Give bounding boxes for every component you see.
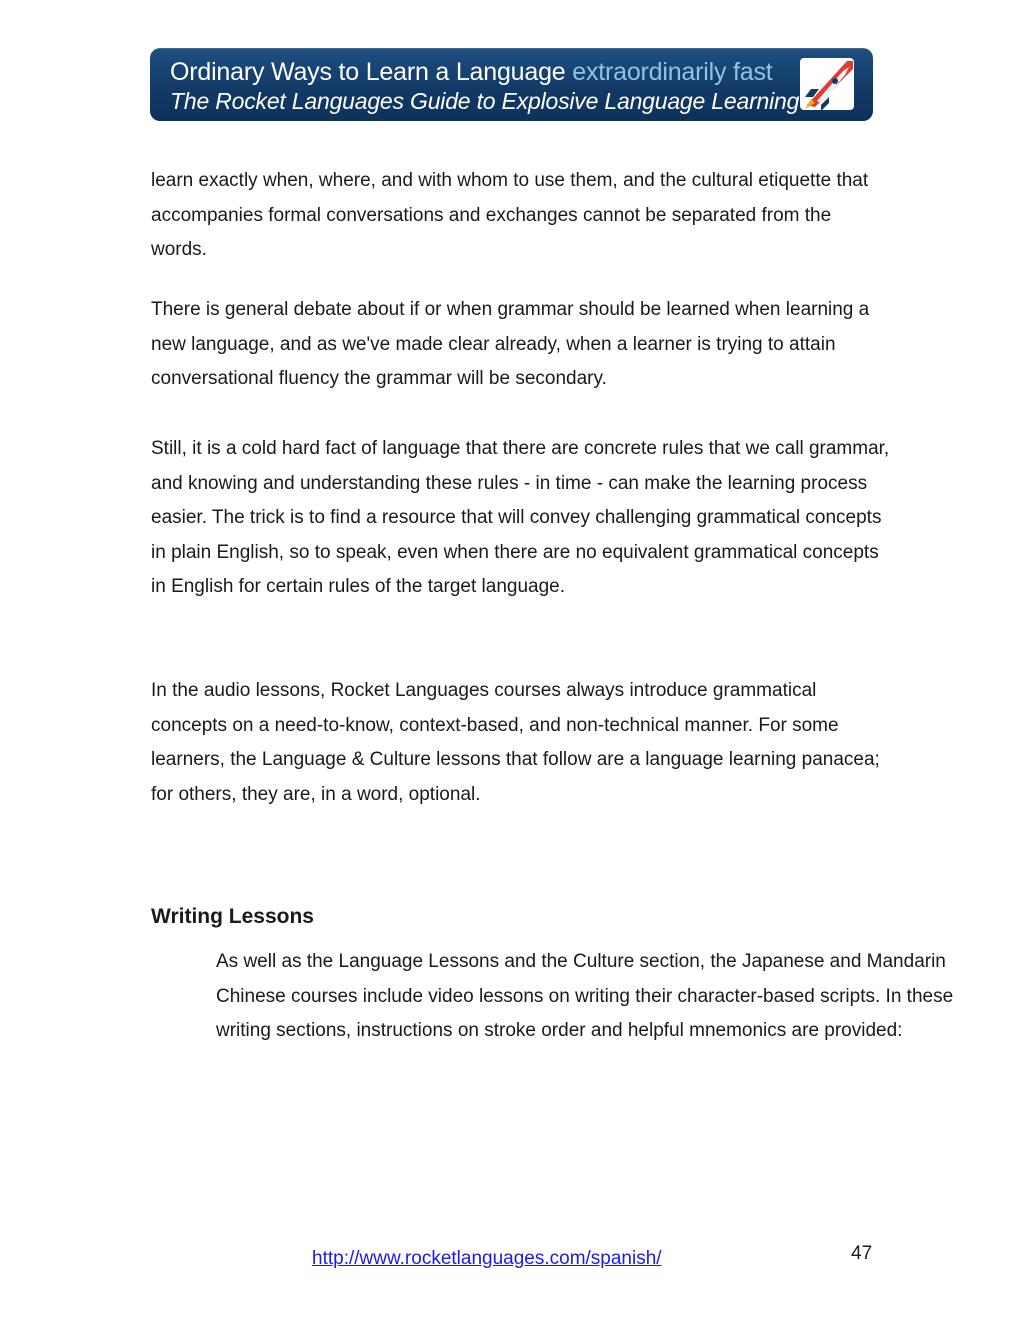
- page-number: 47: [851, 1243, 873, 1264]
- banner-title-main: Ordinary Ways to Learn a Language: [170, 58, 566, 86]
- section-paragraph: As well as the Language Lessons and the Culture section, the Japanese and Mandarin Chinese courses include video lessons on writing their character-based scripts. In these writing sections, instructions on stroke order and helpful mnemonics are provided:: [216, 951, 954, 1042]
- banner-title-accent: extraordinarily fast: [572, 58, 773, 86]
- section-heading: Writing Lessons: [151, 905, 314, 928]
- footer-link[interactable]: http://www.rocketlanguages.com/spanish/: [312, 1248, 662, 1269]
- body-paragraph-1: learn exactly when, where, and with whom to use them, and the cultural etiquette that accompanies formal conversations and exchanges cannot be separated from the words.: [151, 170, 869, 261]
- banner-subtitle: The Rocket Languages Guide to Explosive Language Learning: [170, 88, 800, 114]
- rocket-icon: [799, 57, 855, 111]
- banner-title: [170, 57, 773, 87]
- body-paragraph-3: Still, it is a cold hard fact of language that there are concrete rules that we call grammar, and knowing and understanding these rules - in time - can make the learning process easier. The trick is to find a resource that will convey challenging grammatical concepts in plain English, so to speak, even when there are no equivalent grammatical concepts in English for certain rules of the target language.: [151, 438, 890, 598]
- header-banner: [150, 48, 873, 121]
- body-paragraph-4: In the audio lessons, Rocket Languages courses always introduce grammatical concepts on a need-to-know, context-based, and non-technical manner. For some learners, the Language & Culture lessons that follow are a language learning panacea; for others, they are, in a word, optional.: [151, 680, 880, 805]
- body-paragraph-2: There is general debate about if or when grammar should be learned when learning a new language, and as we've made clear already, when a learner is trying to attain conversational fluency the grammar will be secondary.: [151, 299, 870, 390]
